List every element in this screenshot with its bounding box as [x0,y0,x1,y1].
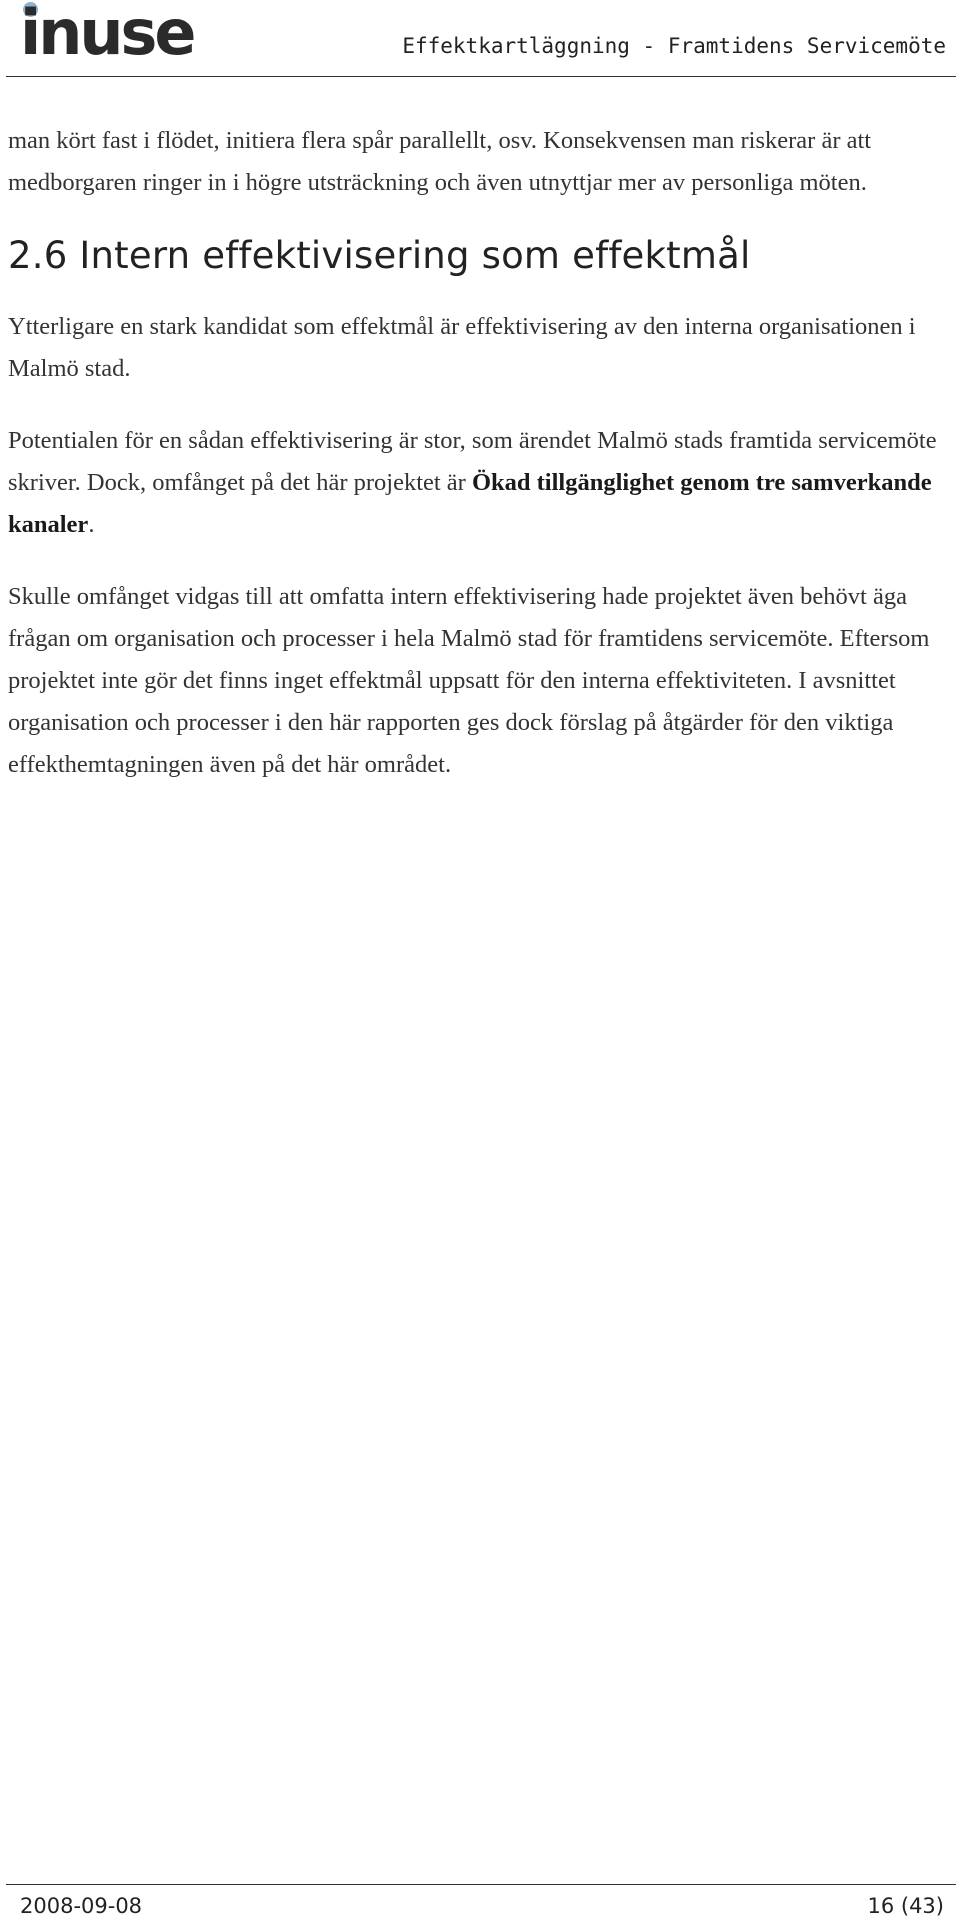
paragraph-2 [8,420,946,546]
paragraph-2-bold-text: Ökad tillgänglighet genom tre samverkande kanaler [8,469,932,538]
paragraph-2-text-end: . [88,511,95,538]
paragraph-1: Ytterligare en stark kandidat som effektmål är effektivisering av den interna organisationen i Malmö stad. [8,313,916,382]
header-divider [6,76,956,77]
paragraph-3: Skulle omfånget vidgas till att omfatta intern effektivisering hade projektet även behövt äga frågan om organisation och processer i hela Malmö stad för framtidens servicemöte. Eftersom projektet inte gör det finns inget effektmål uppsatt för den interna effektiviteten. I avsnittet organisation och processer i den här rapporten ges dock förslag på åtgärder för den viktiga effekthemtagningen även på det här området. [8,583,930,778]
footer-date: 2008-09-08 [20,1894,143,1918]
document-title: Effektkartläggning - Framtidens Servicemöte [402,34,946,58]
footer-divider [6,1884,956,1885]
paragraph-2-text-start: Potentialen för en sådan effektivisering är stor, som ärendet Malmö stads framtida servicemöte skriver. Dock, omfånget på det här projektet är [8,427,937,496]
page-number: 16 (43) [867,1894,944,1918]
logo-text: inuse [20,0,194,69]
page-header [0,0,960,80]
section-heading: 2.6 Intern effektivisering som effektmål [8,234,751,277]
paragraph-continued: man kört fast i flödet, initiera flera spår parallellt, osv. Konsekvensen man riskerar är att medborgaren ringer in i högre utsträckning och även utnyttjar mer av personliga möten. [8,127,872,196]
page-content [8,120,946,816]
inuse-logo [20,0,194,69]
